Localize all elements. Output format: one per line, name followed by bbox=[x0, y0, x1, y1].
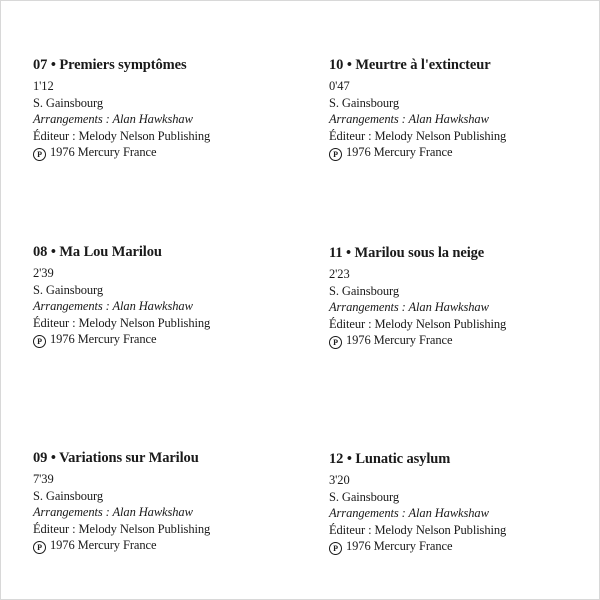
track-copyright-text: 1976 Mercury France bbox=[50, 538, 157, 552]
track-title: 10 • Meurtre à l'extincteur bbox=[329, 57, 491, 73]
track-block-10 bbox=[329, 56, 599, 161]
phonogram-copyright-icon: P bbox=[33, 335, 46, 348]
track-duration: 0'47 bbox=[329, 79, 350, 93]
track-composer: S. Gainsbourg bbox=[33, 282, 104, 297]
track-editor: Éditeur : Melody Nelson Publishing bbox=[33, 128, 211, 143]
track-block-12 bbox=[329, 450, 599, 555]
track-composer: S. Gainsbourg bbox=[33, 95, 104, 110]
track-composer: S. Gainsbourg bbox=[329, 489, 400, 504]
track-copyright-text: 1976 Mercury France bbox=[50, 145, 157, 159]
track-copyright bbox=[329, 538, 599, 555]
track-duration: 3'20 bbox=[329, 473, 350, 487]
track-arrangements: Arrangements : Alan Hawkshaw bbox=[33, 505, 193, 519]
track-title: 09 • Variations sur Marilou bbox=[33, 450, 199, 466]
track-block-07 bbox=[33, 56, 303, 161]
track-copyright-text: 1976 Mercury France bbox=[346, 333, 453, 347]
track-editor: Éditeur : Melody Nelson Publishing bbox=[329, 522, 507, 537]
track-duration: 7'39 bbox=[33, 472, 54, 486]
track-editor: Éditeur : Melody Nelson Publishing bbox=[33, 315, 211, 330]
track-composer: S. Gainsbourg bbox=[33, 488, 104, 503]
track-copyright-text: 1976 Mercury France bbox=[346, 145, 453, 159]
phonogram-copyright-icon: P bbox=[329, 542, 342, 555]
track-title: 12 • Lunatic asylum bbox=[329, 451, 451, 467]
track-composer: S. Gainsbourg bbox=[329, 95, 400, 110]
track-duration: 2'39 bbox=[33, 266, 54, 280]
track-block-08 bbox=[33, 243, 303, 348]
track-arrangements: Arrangements : Alan Hawkshaw bbox=[329, 112, 489, 126]
track-editor: Éditeur : Melody Nelson Publishing bbox=[329, 128, 507, 143]
track-arrangements: Arrangements : Alan Hawkshaw bbox=[33, 299, 193, 313]
phonogram-copyright-icon: P bbox=[329, 148, 342, 161]
track-copyright bbox=[33, 537, 303, 554]
track-block-11 bbox=[329, 244, 599, 349]
phonogram-copyright-icon: P bbox=[33, 541, 46, 554]
track-title: 08 • Ma Lou Marilou bbox=[33, 244, 162, 260]
track-copyright bbox=[33, 144, 303, 161]
track-title: 11 • Marilou sous la neige bbox=[329, 245, 485, 261]
track-editor: Éditeur : Melody Nelson Publishing bbox=[329, 316, 507, 331]
track-composer: S. Gainsbourg bbox=[329, 283, 400, 298]
track-copyright bbox=[33, 331, 303, 348]
phonogram-copyright-icon: P bbox=[33, 148, 46, 161]
track-copyright bbox=[329, 144, 599, 161]
track-editor: Éditeur : Melody Nelson Publishing bbox=[33, 521, 211, 536]
track-copyright-text: 1976 Mercury France bbox=[50, 332, 157, 346]
track-duration: 2'23 bbox=[329, 267, 350, 281]
track-arrangements: Arrangements : Alan Hawkshaw bbox=[329, 300, 489, 314]
track-title: 07 • Premiers symptômes bbox=[33, 57, 187, 73]
track-duration: 1'12 bbox=[33, 79, 54, 93]
track-block-09 bbox=[33, 449, 303, 554]
track-arrangements: Arrangements : Alan Hawkshaw bbox=[33, 112, 193, 126]
track-copyright bbox=[329, 332, 599, 349]
track-arrangements: Arrangements : Alan Hawkshaw bbox=[329, 506, 489, 520]
track-copyright-text: 1976 Mercury France bbox=[346, 539, 453, 553]
phonogram-copyright-icon: P bbox=[329, 336, 342, 349]
